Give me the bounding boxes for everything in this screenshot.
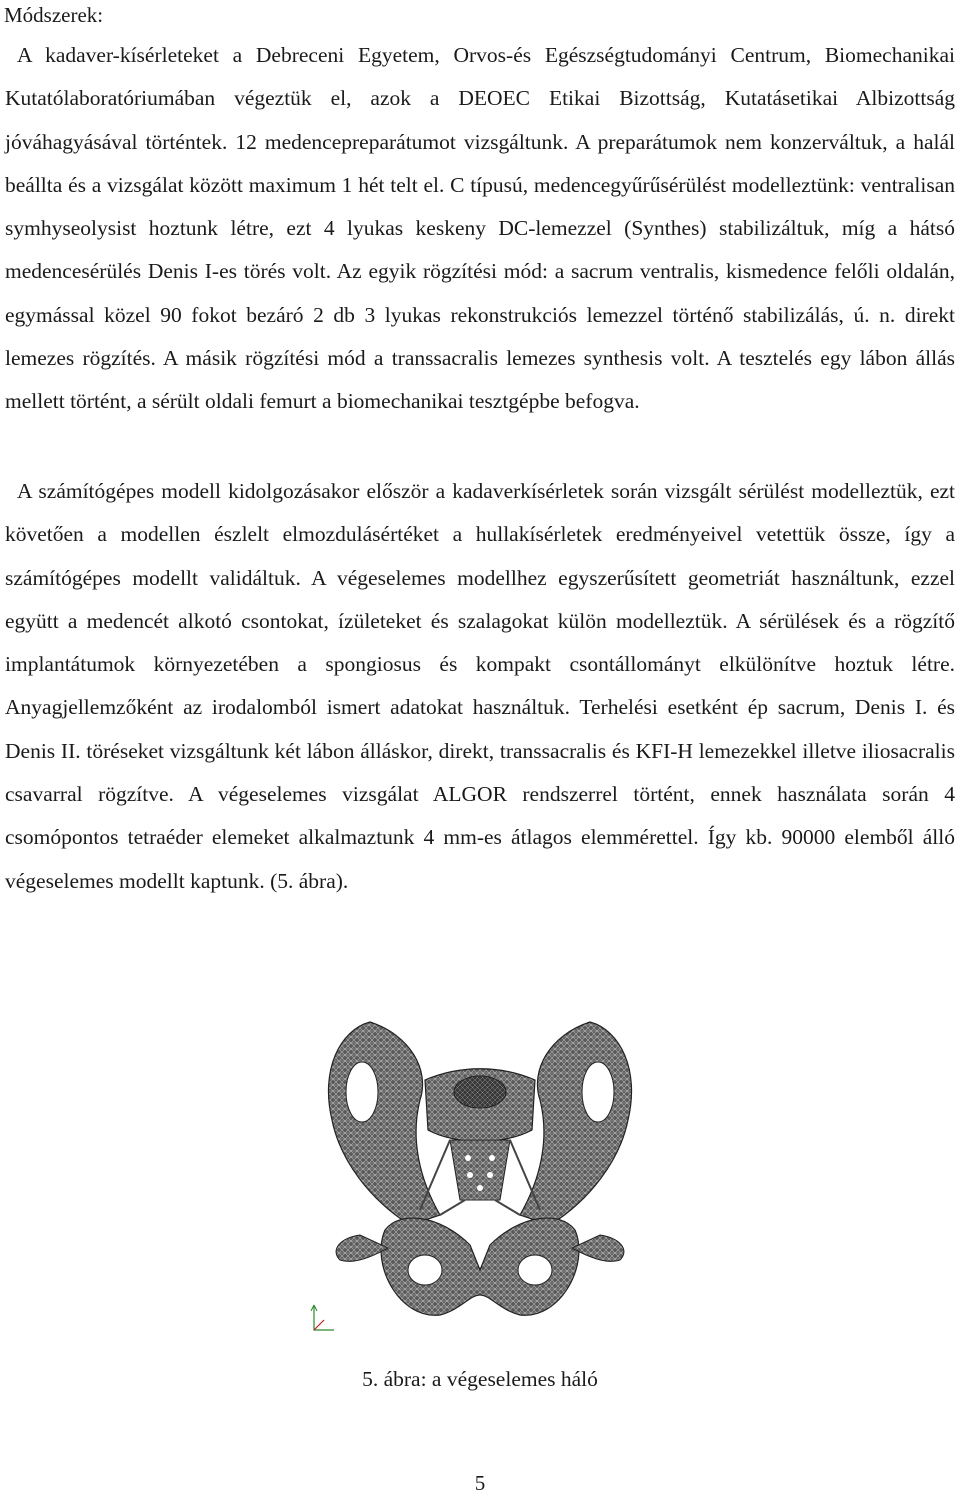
pelvis-mesh-figure [300,1010,660,1350]
page-number: 5 [474,1471,486,1495]
paragraph-1 [5,34,955,424]
paragraph-2-text: A számítógépes modell kidolgozásakor először a kadaverkísérletek során vizsgált sérülést modelleztük, ezt követően a modellen észlelt elmozdulásértéket a hullakísérletek eredményeivel vetettük össze, így a számítógépes modellt validáltuk. A végeselemes modellhez egyszerűsített geometriát használtunk, ezzel együtt a medencét alkotó csontokat, ízületeket és szalagokat külön modelleztük. A sérülések és a rögzítő implantátumok környezetében a spongiosus és kompakt csontállományt elkülönítve hoztuk létre. Anyagjellemzőként az irodalomból ismert adatokat használtuk. Terhelési esetként ép sacrum, Denis I. és Denis II. töréseket vizsgáltunk két lábon álláskor, direkt, transsacralis és KFI-H lemezekkel illetve iliosacralis csavarral rögzítve. A végeselemes vizsgálat ALGOR rendszerrel történt, ennek használata során 4 csomópontos tetraéder elemeket alkalmaztunk 4 mm-es átlagos elemmérettel. Így kb. 90000 elemből álló végeselemes modellt kaptunk. (5. ábra). [5,479,955,893]
paragraph-1-text: A kadaver-kísérleteket a Debreceni Egyetem, Orvos-és Egészségtudományi Centrum, Biomechanikai Kutatólaboratóriumában végeztük el, azok a DEOEC Etikai Bizottság, Kutatásetikai Albizottság jóváhagyásával történtek. 12 medencepreparátumot vizsgáltunk. A preparátumok nem konzerváltuk, a halál beállta és a vizsgálat között maximum 1 hét telt el. C típusú, medencegyűrűsérülést modelleztünk: ventralisan symhyseolysist hoztunk létre, ezt 4 lyukas keskeny DC-lemezzel (Synthes) stabilizáltuk, míg a hátsó medencesérülés Denis I-es törés volt. Az egyik rögzítési mód: a sacrum ventralis, kismedence felőli oldalán, egymással közel 90 fokot bezáró 2 db 3 lyukas rekonstrukciós lemezzel történő stabilizálás, ú. n. direkt lemezes rögzítés. A másik rögzítési mód a transsacralis lemezes synthesis volt. A tesztelés egy lábon állás mellett történt, a sérült oldali femurt a biomechanikai tesztgépbe befogva. [5,43,955,414]
paragraph-2 [5,470,955,903]
section-heading: Módszerek: [4,3,104,27]
figure-caption: 5. ábra: a végeselemes háló [362,1367,598,1391]
